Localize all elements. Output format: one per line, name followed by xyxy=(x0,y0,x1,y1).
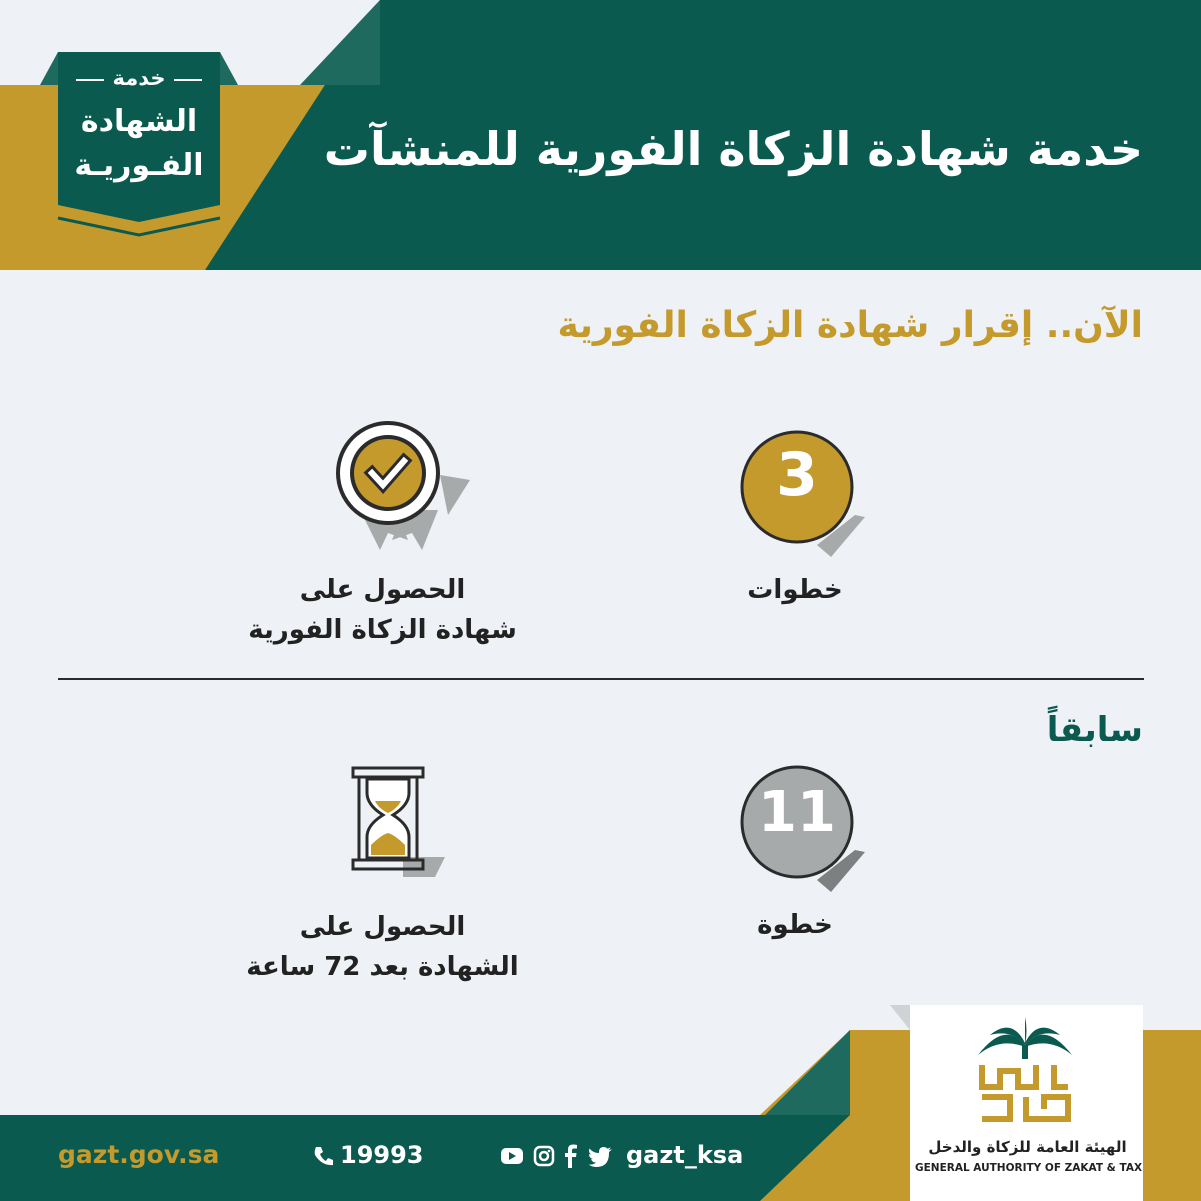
certificate-seal-icon xyxy=(330,415,475,560)
social-handle[interactable]: gazt_ksa xyxy=(626,1141,744,1169)
page-title: خدمة شهادة الزكاة الفورية للمنشآت xyxy=(323,122,1143,176)
result-line1-now: الحصول على xyxy=(299,575,466,605)
logo-arabic-name: الهيئة العامة للزكاة والدخل xyxy=(928,1138,1127,1156)
result-line2-before: الشهادة بعد 72 ساعة xyxy=(246,952,519,982)
facebook-icon[interactable] xyxy=(563,1144,579,1168)
hourglass-icon xyxy=(345,765,455,885)
badge-line2: الفـوريـة xyxy=(74,148,204,183)
instagram-icon[interactable] xyxy=(533,1145,555,1167)
section-divider xyxy=(58,678,1144,680)
phone-icon xyxy=(312,1145,334,1167)
badge-top-text: خدمة xyxy=(112,66,166,90)
website-link[interactable]: gazt.gov.sa xyxy=(58,1140,220,1169)
gazt-logo-icon xyxy=(970,1015,1080,1125)
steps-label-now: خطوات xyxy=(747,575,843,605)
steps-label-before: خطوة xyxy=(757,910,833,940)
phone-number[interactable]: 19993 xyxy=(340,1141,424,1169)
youtube-icon[interactable] xyxy=(500,1145,524,1167)
result-line1-before: الحصول على xyxy=(299,912,466,942)
before-section-title: سابقاً xyxy=(1046,710,1143,750)
steps-number-now: 3 xyxy=(776,440,818,510)
badge-line1: الشهادة xyxy=(80,104,198,139)
logo-english-name: GENERAL AUTHORITY OF ZAKAT & TAX xyxy=(915,1162,1143,1174)
result-line2-now: شهادة الزكاة الفورية xyxy=(248,615,517,645)
twitter-icon[interactable] xyxy=(588,1146,614,1168)
now-section-title: الآن.. إقرار شهادة الزكاة الفورية xyxy=(557,305,1143,346)
steps-number-before: 11 xyxy=(758,780,836,845)
